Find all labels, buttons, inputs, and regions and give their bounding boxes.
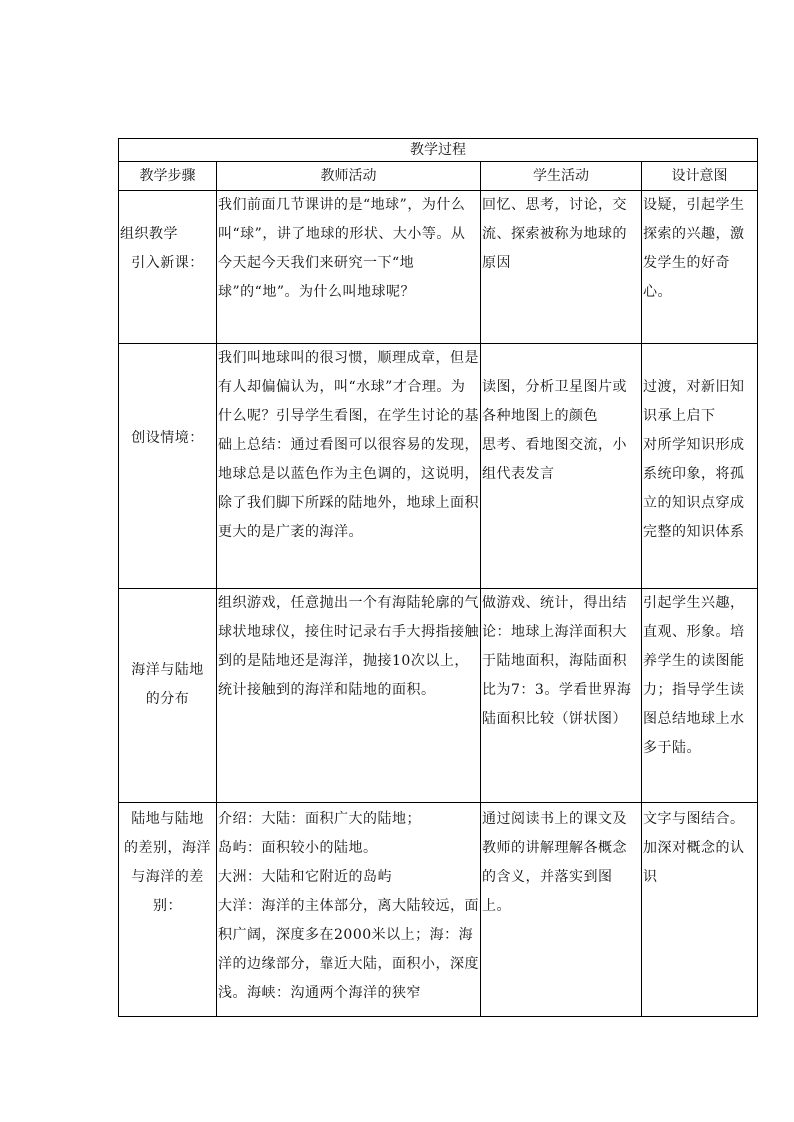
- step-text: 创设情境：: [131, 430, 204, 446]
- header-step: 教学步骤: [119, 162, 217, 191]
- step-cell: [119, 344, 217, 589]
- table-title: 教学过程: [119, 139, 758, 162]
- table-row: [119, 589, 758, 803]
- teacher-text: 我们叫地球叫的很习惯，顺理成章，但是有人却偏偏认为，叫“水球”才合理。为什么呢？引导学生看图，在学生讨论的基础上总结：通过看图可以很容易的发现，地球总是以蓝色作为主色调的，这说明，除了我们脚下所踩的陆地外，地球上面积更大的是广袤的海洋。: [218, 350, 479, 540]
- student-text: 通过阅读书上的课文及教师的讲解理解各概念的含义，并落实到图上。: [482, 811, 627, 914]
- step-cell: [119, 803, 217, 1017]
- table-row: [119, 803, 758, 1017]
- design-intent-cell: [642, 344, 758, 589]
- student-activity-cell: [481, 803, 642, 1017]
- table-row: [119, 344, 758, 589]
- step-text: 的差别，海洋: [124, 840, 211, 856]
- student-activity-cell: [481, 344, 642, 589]
- teacher-text: 大洲：大陆和它附近的岛屿: [218, 869, 392, 885]
- header-intent: 设计意图: [642, 162, 758, 191]
- teacher-text: 岛屿：面积较小的陆地。: [218, 840, 378, 856]
- intent-text: 过渡，对新旧知识承上启下: [643, 379, 745, 424]
- intent-text: 对所学知识形成系统印象，将孤立的知识点穿成完整的知识体系: [643, 437, 745, 540]
- student-text: 读图，分析卫星图片或各种地图上的颜色: [482, 379, 627, 424]
- design-intent-cell: [642, 191, 758, 344]
- step-text: 别：: [153, 898, 182, 914]
- design-intent-cell: [642, 803, 758, 1017]
- teacher-activity-cell: [217, 589, 481, 803]
- step-text: 的分布: [145, 691, 190, 707]
- student-text: 做游戏、统计，得出结论：地球上海洋面积大于陆地面积，海陆面积比为7：3。学看世界海陆面积比较（饼状图）: [482, 595, 632, 727]
- student-text: 思考、看地图交流，小组代表发言: [482, 437, 627, 482]
- table-row: [119, 191, 758, 344]
- teacher-activity-cell: [217, 803, 481, 1017]
- step-text: 与海洋的差: [131, 869, 204, 885]
- intent-text: 文字与图结合。加深对概念的认识: [643, 811, 745, 885]
- step-cell: [119, 191, 217, 344]
- step-text: 海洋与陆地: [131, 662, 204, 678]
- student-activity-cell: [481, 191, 642, 344]
- teacher-text: 我们前面几节课讲的是“地球”，为什么叫“球”，讲了地球的形状、大小等。从今天起今天我们来研究一下“地球”的“地”。为什么叫地球呢？: [218, 197, 466, 300]
- step-text: 引入新课：: [131, 255, 204, 271]
- step-cell: [119, 589, 217, 803]
- teacher-activity-cell: [217, 191, 481, 344]
- intent-text: 引起学生兴趣，直观、形象。培养学生的读图能力；指导学生读图总结地球上水多于陆。: [643, 595, 745, 756]
- step-text: 陆地与陆地: [131, 811, 204, 827]
- design-intent-cell: [642, 589, 758, 803]
- header-student: 学生活动: [481, 162, 642, 191]
- intent-text: 设疑，引起学生探索的兴趣，激发学生的好奇心。: [643, 197, 745, 300]
- teacher-text: 介绍：大陆：面积广大的陆地；: [218, 811, 421, 827]
- student-text: 回忆、思考，讨论，交流、探索被称为地球的原因: [482, 197, 627, 271]
- teacher-text: 组织游戏，任意抛出一个有海陆轮廓的气球状地球仪，接住时记录右手大拇指接触到的是陆地还是海洋，抛接10次以上，统计接触到的海洋和陆地的面积。: [218, 595, 479, 698]
- teacher-activity-cell: [217, 344, 481, 589]
- teacher-text: 大洋：海洋的主体部分，离大陆较远，面积广阔，深度多在2000米以上；海：海洋的边缘部分，靠近大陆，面积小，深度浅。海峡：沟通两个海洋的狭窄: [218, 898, 479, 1001]
- step-text: 组织教学: [120, 226, 178, 242]
- header-teacher: 教师活动: [217, 162, 481, 191]
- teaching-process-table: [118, 138, 758, 1017]
- lesson-plan-page: [118, 138, 757, 1017]
- student-activity-cell: [481, 589, 642, 803]
